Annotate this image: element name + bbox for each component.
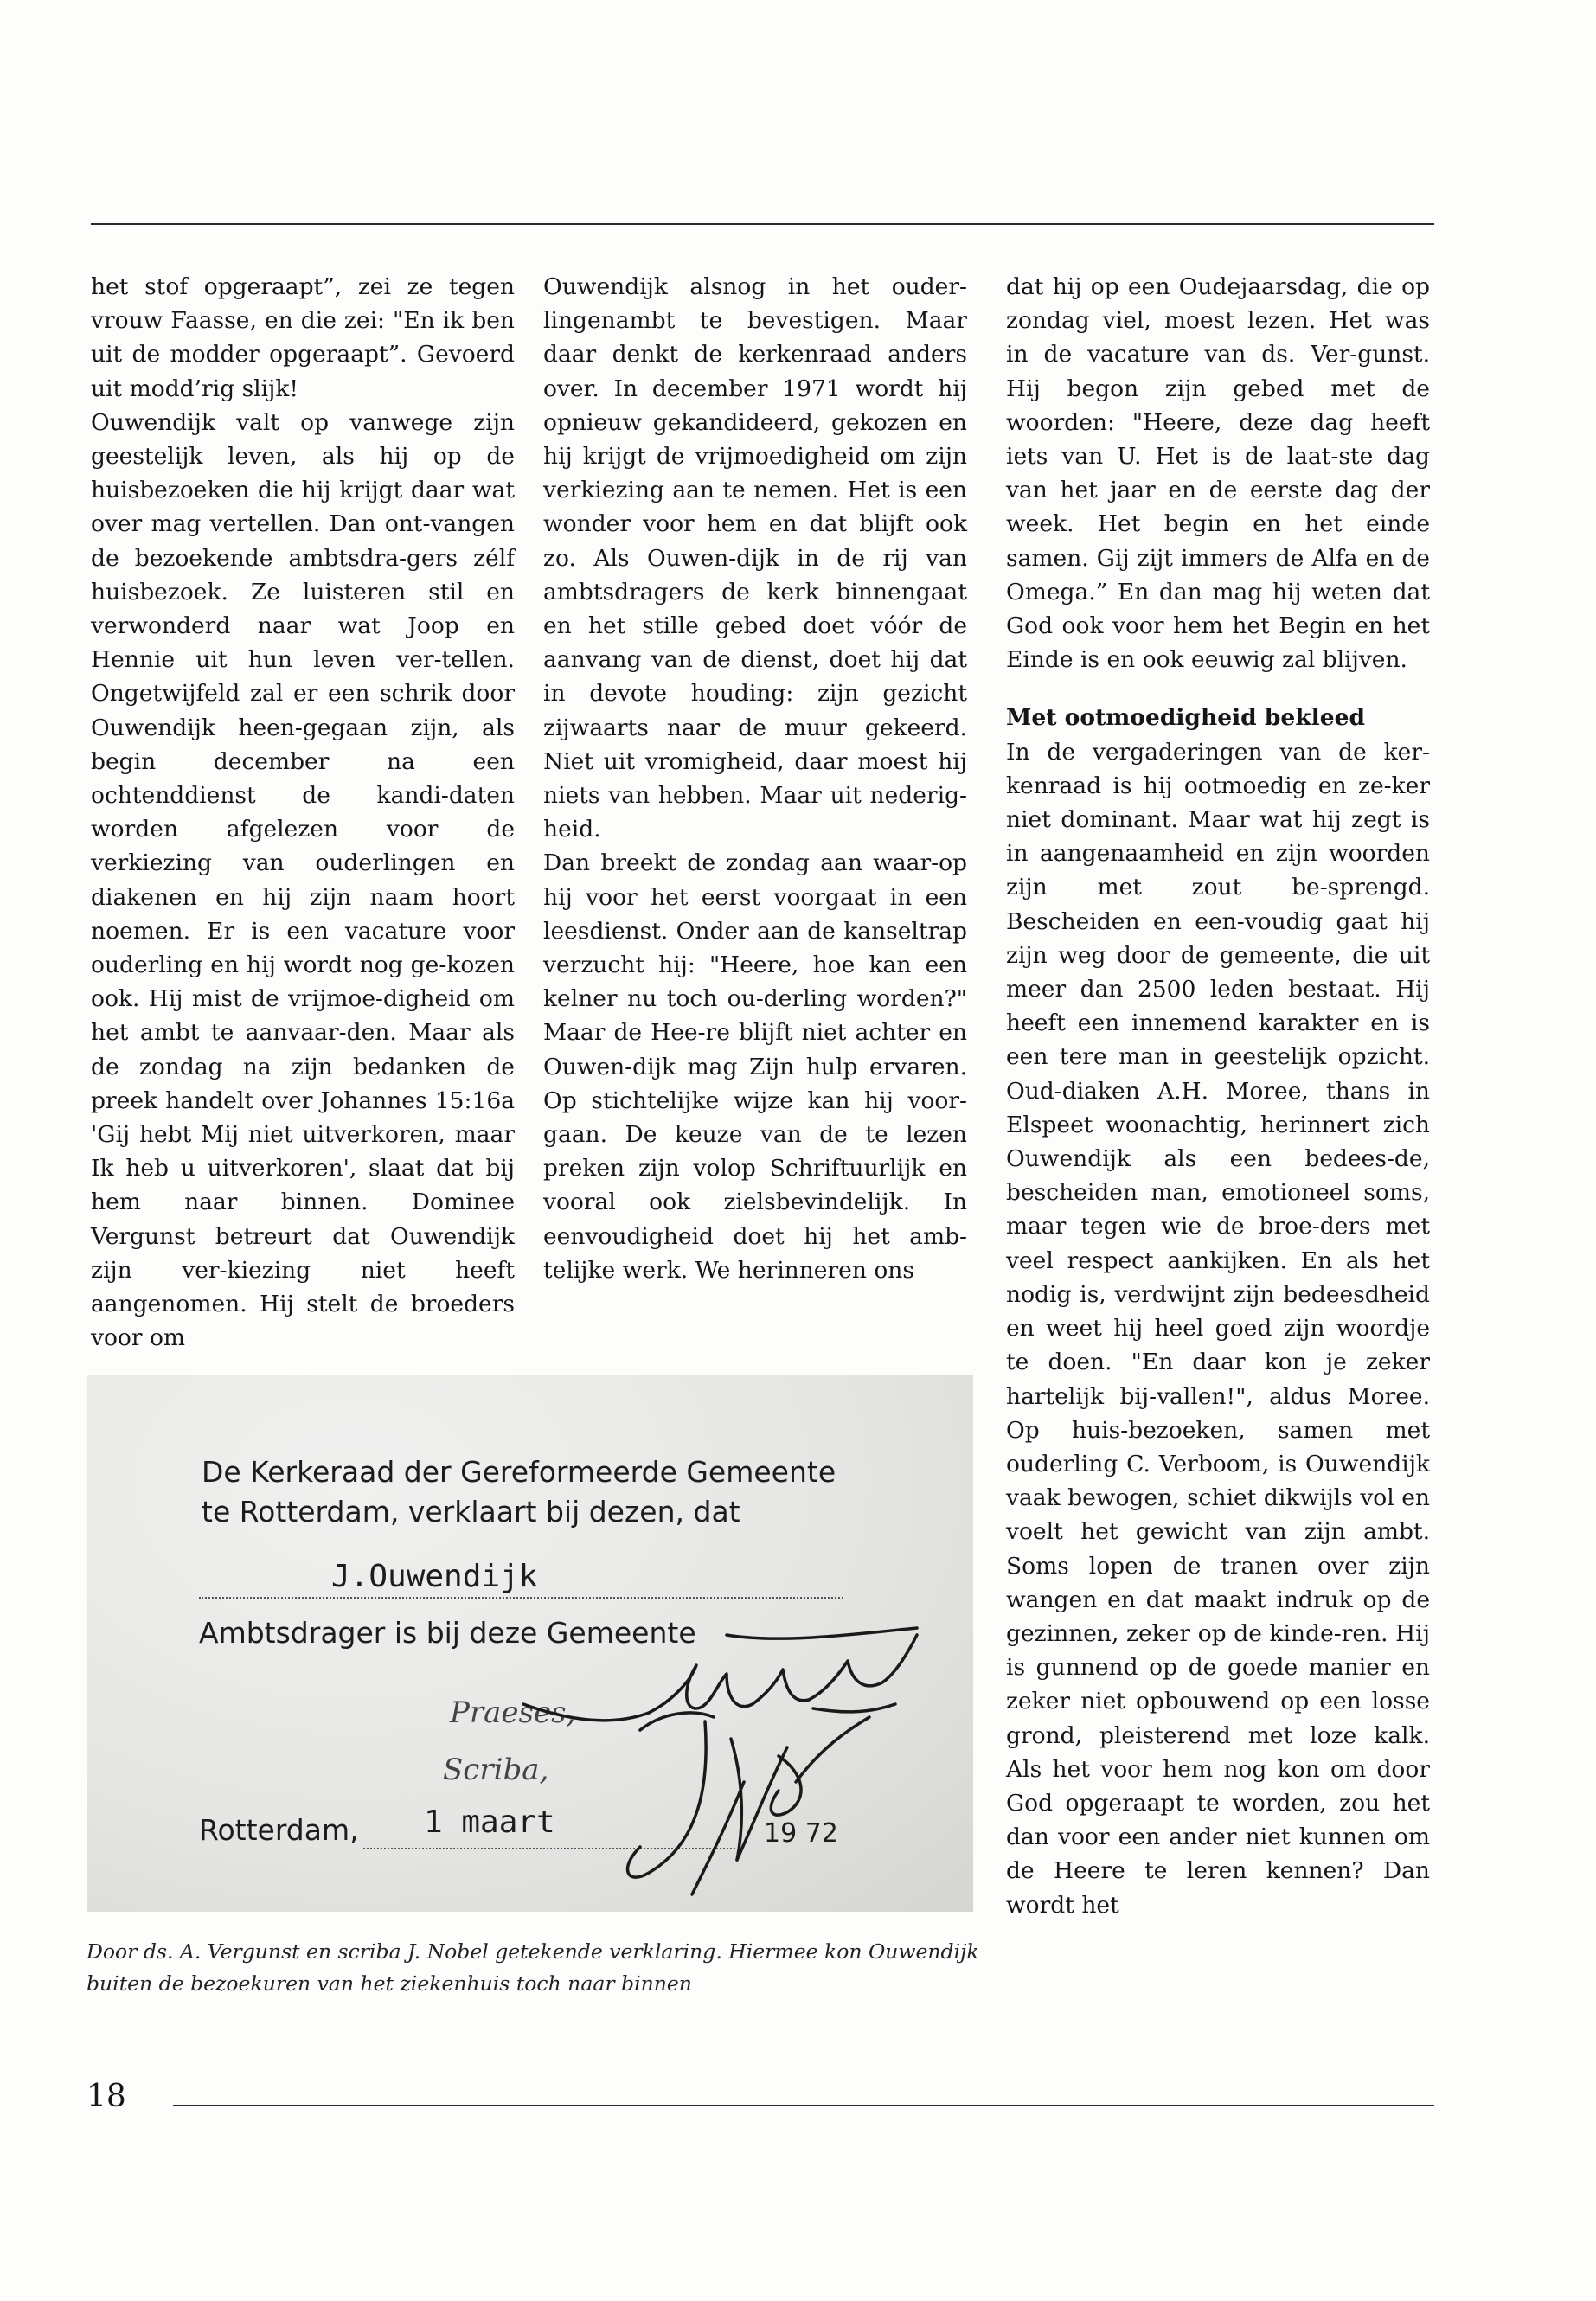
text-column-3 bbox=[1006, 270, 1430, 1922]
col1-paragraph-1: het stof opgeraapt”, zei ze tegen vrouw Faasse, en die zei: "En ik ben uit de modder opgeraapt”. Gevoerd uit modd’rig slijk! bbox=[91, 273, 515, 402]
declaration-photo bbox=[87, 1375, 973, 1912]
col1-paragraph-2: Ouwendijk valt op vanwege zijn geestelijk leven, als hij op de huisbezoeken die hij krijgt daar wat over mag vertellen. Dan ont-vangen de bezoekende ambtsdra-gers zélf huisbezoek. Ze luisteren stil en verwonderd naar wat Joop en Hennie uit hun leven ver-tellen. Ongetwijfeld zal er een schrik door Ouwendijk heen-gegaan zijn, als begin december na een ochtenddienst de kandi-daten worden afgelezen voor de verkiezing van ouderlingen en diakenen en hij zijn naam hoort noemen. Er is een vacature voor ouderling en hij wordt nog ge-kozen ook. Hij mist de vrijmoe-digheid om het ambt te aanvaar-den. Maar als de zondag na zijn bedanken de preek handelt over Johannes 15:16a 'Gij hebt Mij niet uitverkoren, maar Ik heb u uitverkoren', slaat dat bij hem naar binnen. Dominee Vergunst betreurt dat Ouwendijk zijn ver-kiezing niet heeft aangenomen. Hij stelt de broeders voor om bbox=[91, 408, 515, 1352]
page-number: 18 bbox=[87, 2079, 126, 2114]
signature-vergunst bbox=[523, 1628, 917, 1721]
place-label: Rotterdam, bbox=[199, 1813, 359, 1847]
praeses-label: Praeses, bbox=[450, 1695, 576, 1730]
text-column-2 bbox=[543, 270, 967, 1287]
col2-paragraph-2: Dan breekt de zondag aan waar-op hij voor het eerst voorgaat in een leesdienst. Onder aan de kanseltrap verzucht hij: "Heere, hoe kan een kelner nu toch ou-derling worden?" Maar de Hee-re blijft niet achter en Ouwen-dijk mag Zijn hulp ervaren. Op stichtelijke wijze kan hij voor-gaan. De keuze van de te lezen preken zijn volop Schriftuurlijk en vooral ook zielsbevindelijk. In eenvoudigheid doet hij het amb-telijke werk. We herinneren ons bbox=[543, 849, 967, 1284]
declaration-line-3: Ambtsdrager is bij deze Gemeente bbox=[199, 1616, 696, 1650]
declaration-name: J.Ouwendijk bbox=[331, 1559, 538, 1594]
declaration-date: 1 maart bbox=[424, 1804, 555, 1840]
signature-nobel bbox=[628, 1713, 869, 1894]
section-heading: Met ootmoedigheid bekleed bbox=[1006, 704, 1365, 732]
scriba-label: Scriba, bbox=[443, 1753, 549, 1787]
col3-body: In de vergaderingen van de ker-kenraad is hij ootmoedig en ze-ker niet dominant. Maar wat hij zegt is in aangenaamheid en zijn woorden zijn met zout be-sprengd. Bescheiden en een-voudig gaat hij zijn weg door de gemeente, die uit meer dan 2500 leden bestaat. Hij heeft een innemend karakter en is een tere man in geestelijk opzicht. Oud-diaken A.H. Moree, thans in Elspeet woonachtig, herinnert zich Ouwendijk als een bedees-de, bescheiden man, emotioneel soms, maar tegen wie de broe-ders met veel respect aankijken. En als het nodig is, verdwijnt zijn bedeesdheid en weet hij heel goed zijn woordje te doen. "En daar kon je zeker hartelijk bij-vallen!", aldus Moree. Op huis-bezoeken, samen met ouderling C. Verboom, is Ouwendijk vaak bewogen, schiet dikwijls vol en voelt het gewicht van zijn ambt. Soms lopen de tranen over zijn wangen en dat maakt indruk op de gezinnen, zeker op de kinde-ren. Hij is gunnend op de goede manier en zeker niet opbouwend op een losse grond, pleisterend met loze kalk. Als het voor hem nog kon om door God opgeraapt te worden, zou het dan voor een ander niet kunnen om de Heere te leren kennen? Dan wordt het bbox=[1006, 738, 1430, 1919]
top-rule bbox=[91, 223, 1434, 225]
col2-paragraph-1: Ouwendijk alsnog in het ouder-lingenambt te bevestigen. Maar daar denkt de kerkenraad anders over. In december 1971 wordt hij opnieuw gekandideerd, gekozen en hij krijgt de vrijmoedigheid om zijn verkiezing aan te nemen. Het is een wonder voor hem en dat blijft ook zo. Als Ouwen-dijk in de rij van ambtsdragers de kerk binnengaat en het stille gebed doet vóór de aanvang van de dienst, doet hij dat in devote houding: zijn gezicht zijwaarts naar de muur gekeerd. Niet uit vromigheid, daar moest hij niets van hebben. Maar uit nederig-heid. bbox=[543, 273, 967, 843]
col3-intro: dat hij op een Oudejaarsdag, die op zondag viel, moest lezen. Het was in de vacature van ds. Ver-gunst. Hij begon zijn gebed met de woorden: "Heere, deze dag heeft iets van U. Het is de laat-ste dag van het jaar en de eerste dag der week. Het begin en het einde samen. Gij zijt immers de Alfa en de Omega.” En dan mag hij weten dat God ook voor hem het Begin en het Einde is en ook eeuwig zal blijven. bbox=[1006, 273, 1430, 674]
photo-caption: Door ds. A. Vergunst en scriba J. Nobel getekende verklaring. Hiermee kon Ouwendijk buiten de bezoekuren van het ziekenhuis toch naar binnen bbox=[87, 1939, 979, 1996]
text-column-1 bbox=[91, 270, 515, 1356]
bottom-rule bbox=[173, 2105, 1434, 2106]
declaration-line-1: De Kerkeraad der Gereformeerde Gemeente bbox=[202, 1455, 836, 1489]
signatures bbox=[87, 1375, 973, 1912]
declaration-year: 19 72 bbox=[764, 1818, 838, 1849]
declaration-line-2: te Rotterdam, verklaart bij dezen, dat bbox=[202, 1495, 740, 1529]
